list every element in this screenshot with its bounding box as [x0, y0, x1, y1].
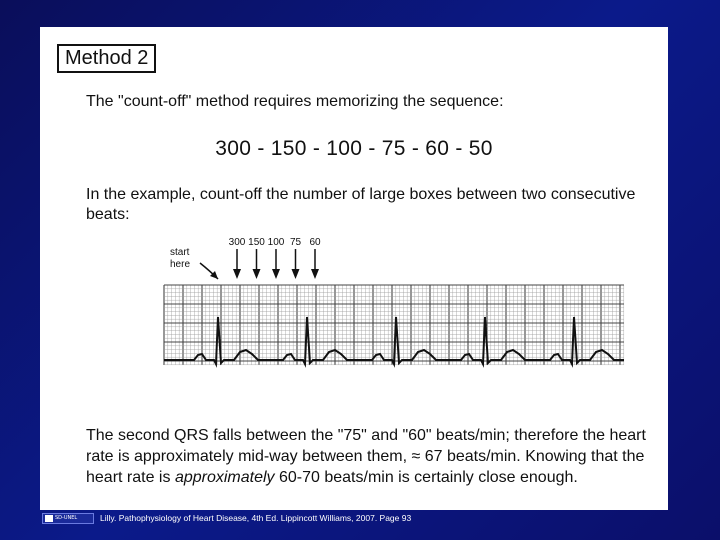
conclusion-line-3: [86, 467, 661, 488]
start-label-line-2: here: [170, 259, 191, 270]
down-arrowhead-icon: [272, 269, 280, 279]
example-line-2: beats:: [86, 206, 130, 223]
down-arrowhead-icon: [292, 269, 300, 279]
ecg-trace: [164, 317, 624, 364]
ecg-figure: [40, 27, 668, 427]
arrow-label: 60: [309, 237, 321, 248]
logo-mark-icon: [45, 515, 53, 522]
conclusion-line-3-end: 60-70 beats/min is certainly close enough.: [274, 469, 578, 486]
footer: [42, 511, 411, 525]
conclusion-line-3-start: heart rate is: [86, 469, 175, 486]
intro-text: The "count-off" method requires memorizing the sequence:: [86, 93, 504, 110]
arrow-label: 75: [289, 237, 302, 248]
down-arrowhead-icon: [253, 269, 261, 279]
method-label: Method 2: [57, 44, 156, 73]
count-off-sequence: 300 - 150 - 100 - 75 - 60 - 50: [215, 137, 493, 160]
start-label-line-1: start: [170, 247, 190, 258]
down-arrowhead-icon: [311, 269, 319, 279]
down-arrowhead-icon: [233, 269, 241, 279]
slide-card: [40, 27, 668, 510]
conclusion-emphasis: approximately: [174, 469, 275, 486]
arrow-label: 300: [228, 237, 246, 248]
conclusion-line-2: rate is approximately mid-way between them, ≈ 67 beats/min. Knowing that the: [86, 448, 645, 465]
count-off-arrows: [229, 237, 321, 279]
logo-text: SD-UNEL: [55, 515, 78, 521]
conclusion-text: [86, 425, 661, 488]
example-line-1: In the example, count-off the number of large boxes between two consecutive: [86, 186, 636, 203]
arrow-label: 150: [248, 237, 265, 248]
citation: Lilly. Pathophysiology of Heart Disease, 4th Ed. Lippincott Williams, 2007. Page 93: [100, 513, 412, 523]
arrow-label: 100: [267, 237, 285, 248]
publisher-logo: [42, 513, 94, 524]
conclusion-line-1: The second QRS falls between the "75" and "60" beats/min; therefore the heart: [86, 427, 646, 444]
